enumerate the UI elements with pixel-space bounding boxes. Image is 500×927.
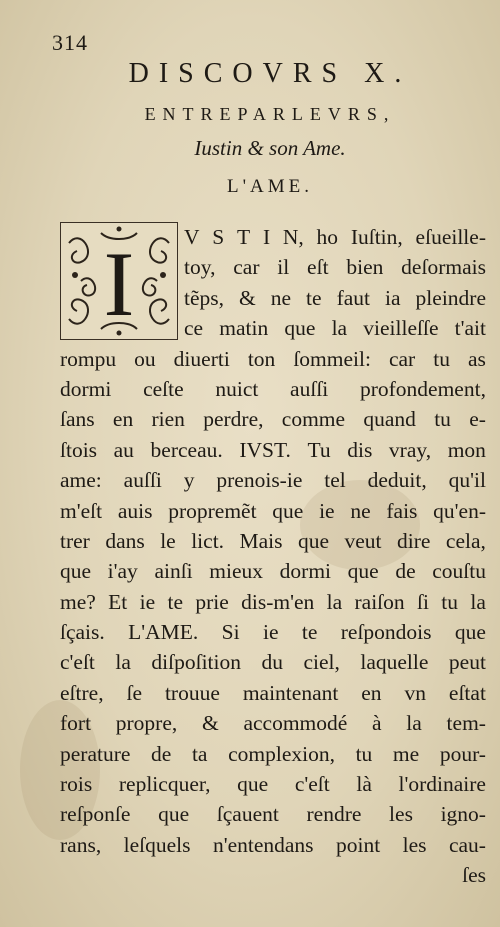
- word: me?: [60, 589, 96, 614]
- word: eſueille-: [415, 225, 486, 249]
- interlocutors-line: Iustin & son Ame.: [194, 136, 346, 160]
- word: ou: [134, 346, 156, 371]
- word: en: [112, 407, 134, 432]
- text-line: [60, 587, 486, 617]
- text-line: [60, 830, 486, 860]
- word: prenois-ie: [216, 468, 303, 493]
- word: n'entendans: [212, 832, 314, 857]
- word: Et: [108, 589, 128, 614]
- word: IVST.: [239, 437, 291, 462]
- word: tẽps,: [184, 285, 225, 310]
- word: dormi: [60, 376, 112, 401]
- word: vray,: [388, 437, 432, 462]
- word: ta: [191, 741, 208, 766]
- floral-ornament-icon: [61, 223, 177, 339]
- word: bien: [346, 255, 384, 280]
- text-line: [60, 374, 486, 404]
- word: point: [335, 832, 381, 857]
- word: que: [237, 772, 269, 797]
- word: dans: [105, 528, 145, 553]
- word: eſt: [307, 255, 329, 280]
- text-line: [60, 344, 486, 374]
- text-line: [60, 708, 486, 738]
- word: faut: [336, 285, 371, 310]
- word: as: [467, 346, 486, 371]
- word: dormi: [279, 559, 332, 584]
- word: ſans: [60, 407, 95, 432]
- word: Tu: [307, 437, 331, 462]
- word: que: [272, 498, 304, 523]
- word: le: [160, 528, 176, 553]
- word: tu: [434, 407, 451, 432]
- word: ce: [184, 316, 204, 341]
- word: veut: [344, 528, 382, 553]
- word: ton: [247, 346, 276, 371]
- word: ſçauent: [216, 802, 279, 827]
- word: pour-: [439, 741, 486, 766]
- word: eſtat: [448, 680, 486, 705]
- word: propre,: [115, 711, 178, 736]
- word: tu: [441, 589, 459, 614]
- word: matin: [219, 316, 269, 341]
- word: propremẽt: [168, 498, 257, 523]
- word: perature: [60, 741, 131, 766]
- word: dis: [347, 437, 373, 462]
- text-line: [60, 556, 486, 586]
- word: que: [158, 802, 190, 827]
- running-head: DISCOVRS X.: [128, 58, 412, 89]
- word: tu: [433, 346, 450, 371]
- text-line: [60, 799, 486, 829]
- word: m'eſt: [60, 498, 103, 523]
- word: de: [395, 559, 416, 584]
- word: fais: [386, 498, 418, 523]
- word: tel: [324, 468, 346, 493]
- word: là: [356, 772, 372, 797]
- word: peut: [448, 650, 486, 675]
- page-number: 314: [52, 30, 88, 55]
- word: car: [388, 346, 416, 371]
- word: dis-m'en: [241, 589, 315, 614]
- word: au: [113, 437, 134, 462]
- word: à: [372, 711, 382, 736]
- word: ſe: [126, 680, 143, 705]
- word: ame:: [60, 468, 102, 493]
- word: ſi: [417, 589, 429, 614]
- word: replicquer,: [118, 772, 211, 797]
- text-line: [60, 739, 486, 769]
- word: dire: [397, 528, 431, 553]
- text-line: [60, 404, 486, 434]
- word: ia: [385, 285, 401, 310]
- word: du: [261, 650, 283, 675]
- word: ho: [316, 225, 339, 249]
- word: que: [60, 559, 92, 584]
- word: te: [167, 589, 184, 614]
- speaker-heading: L'AME.: [226, 176, 313, 197]
- word: pleindre: [415, 285, 486, 310]
- word: auſſi: [290, 376, 329, 401]
- word: ciel,: [303, 650, 340, 675]
- word: e-: [469, 407, 486, 432]
- text-line: [60, 526, 486, 556]
- word: il: [277, 255, 290, 280]
- word: te: [301, 620, 318, 645]
- word: deſormais: [401, 255, 486, 280]
- word: la: [470, 589, 486, 614]
- word: ie: [139, 589, 156, 614]
- word: les: [402, 832, 427, 857]
- word: I: [262, 225, 271, 249]
- word: nuict: [215, 376, 259, 401]
- text-line: [60, 769, 486, 799]
- word: reſponſe: [60, 802, 131, 827]
- word: complexion,: [228, 741, 335, 766]
- word: ſçais.: [60, 620, 105, 645]
- word: rois: [60, 772, 93, 797]
- word: la: [406, 711, 422, 736]
- word: igno-: [440, 802, 486, 827]
- word: eſtre,: [60, 680, 104, 705]
- word: rien: [151, 407, 185, 432]
- word: t'ait: [454, 316, 486, 341]
- word: lict.: [191, 528, 225, 553]
- word: profondement,: [359, 376, 486, 401]
- word: N,: [282, 225, 304, 249]
- word: berceau.: [150, 437, 223, 462]
- word: Si: [221, 620, 240, 645]
- word: T: [237, 225, 251, 249]
- word: tem-: [446, 711, 486, 736]
- word: rans,: [60, 832, 102, 857]
- word: de: [151, 741, 172, 766]
- word: vn: [404, 680, 426, 705]
- word: car: [233, 255, 260, 280]
- word: y: [183, 468, 195, 493]
- word: ſtois: [60, 437, 98, 462]
- word: cau-: [448, 832, 486, 857]
- word: i'ay: [107, 559, 138, 584]
- word: Mais: [239, 528, 283, 553]
- word: vieilleſſe: [363, 316, 439, 341]
- word: ſommeil:: [293, 346, 371, 371]
- word: rompu: [60, 346, 117, 371]
- word: c'eſt: [60, 650, 95, 675]
- word: perdre,: [203, 407, 264, 432]
- text-line: [60, 435, 486, 465]
- text-line: [60, 465, 486, 495]
- word: les: [389, 802, 413, 827]
- text-line: [60, 496, 486, 526]
- word: que: [297, 528, 330, 553]
- word: trer: [60, 528, 90, 553]
- word: rendre: [306, 802, 362, 827]
- word: ne: [350, 498, 371, 523]
- word: cela,: [445, 528, 486, 553]
- word: mon: [447, 437, 486, 462]
- word: tu: [355, 741, 373, 766]
- word: la: [331, 316, 348, 341]
- word: diſpoſition: [151, 650, 241, 675]
- word: auſſi: [123, 468, 162, 493]
- word: qu'il: [448, 468, 486, 493]
- word: trouue: [164, 680, 220, 705]
- word: que: [347, 559, 379, 584]
- text-line: [60, 647, 486, 677]
- catchword: ſes: [462, 863, 486, 888]
- word: en: [361, 680, 382, 705]
- word: ie: [262, 620, 279, 645]
- word: &: [201, 711, 219, 736]
- word: ne: [270, 285, 292, 310]
- word: deduit,: [367, 468, 427, 493]
- svg-text:I: I: [103, 233, 135, 335]
- word: quand: [363, 407, 416, 432]
- word: S: [212, 225, 225, 249]
- word: toy,: [184, 255, 216, 280]
- word: reſpondois: [340, 620, 432, 645]
- word: couſtu: [432, 559, 486, 584]
- decorated-initial: [60, 222, 178, 340]
- word: auis: [117, 498, 153, 523]
- word: fort: [60, 711, 92, 736]
- word: la: [115, 650, 131, 675]
- word: comme: [281, 407, 346, 432]
- word: laquelle: [360, 650, 429, 675]
- word: ainſi: [154, 559, 193, 584]
- word: l'ordinaire: [398, 772, 486, 797]
- word: accommodé: [243, 711, 348, 736]
- word: prie: [195, 589, 229, 614]
- word: mieux: [209, 559, 264, 584]
- text-line: [60, 617, 486, 647]
- word: maintenant: [242, 680, 339, 705]
- word: qu'en-: [433, 498, 486, 523]
- word: L'AME.: [128, 620, 199, 645]
- word: c'eſt: [294, 772, 330, 797]
- word: ie: [319, 498, 335, 523]
- text-line: [60, 678, 486, 708]
- word: que: [284, 316, 316, 341]
- word: que: [454, 620, 486, 645]
- word: raiſon: [354, 589, 405, 614]
- word: &: [239, 285, 256, 310]
- subtitle: ENTREPARLEVRS,: [144, 104, 396, 124]
- word: me: [392, 741, 420, 766]
- word: leſquels: [123, 832, 191, 857]
- word: te: [306, 285, 322, 310]
- word: Iuſtin,: [350, 225, 403, 249]
- word: la: [326, 589, 343, 614]
- word: ceſte: [143, 376, 184, 401]
- word: diuerti: [173, 346, 230, 371]
- word: V: [184, 225, 200, 249]
